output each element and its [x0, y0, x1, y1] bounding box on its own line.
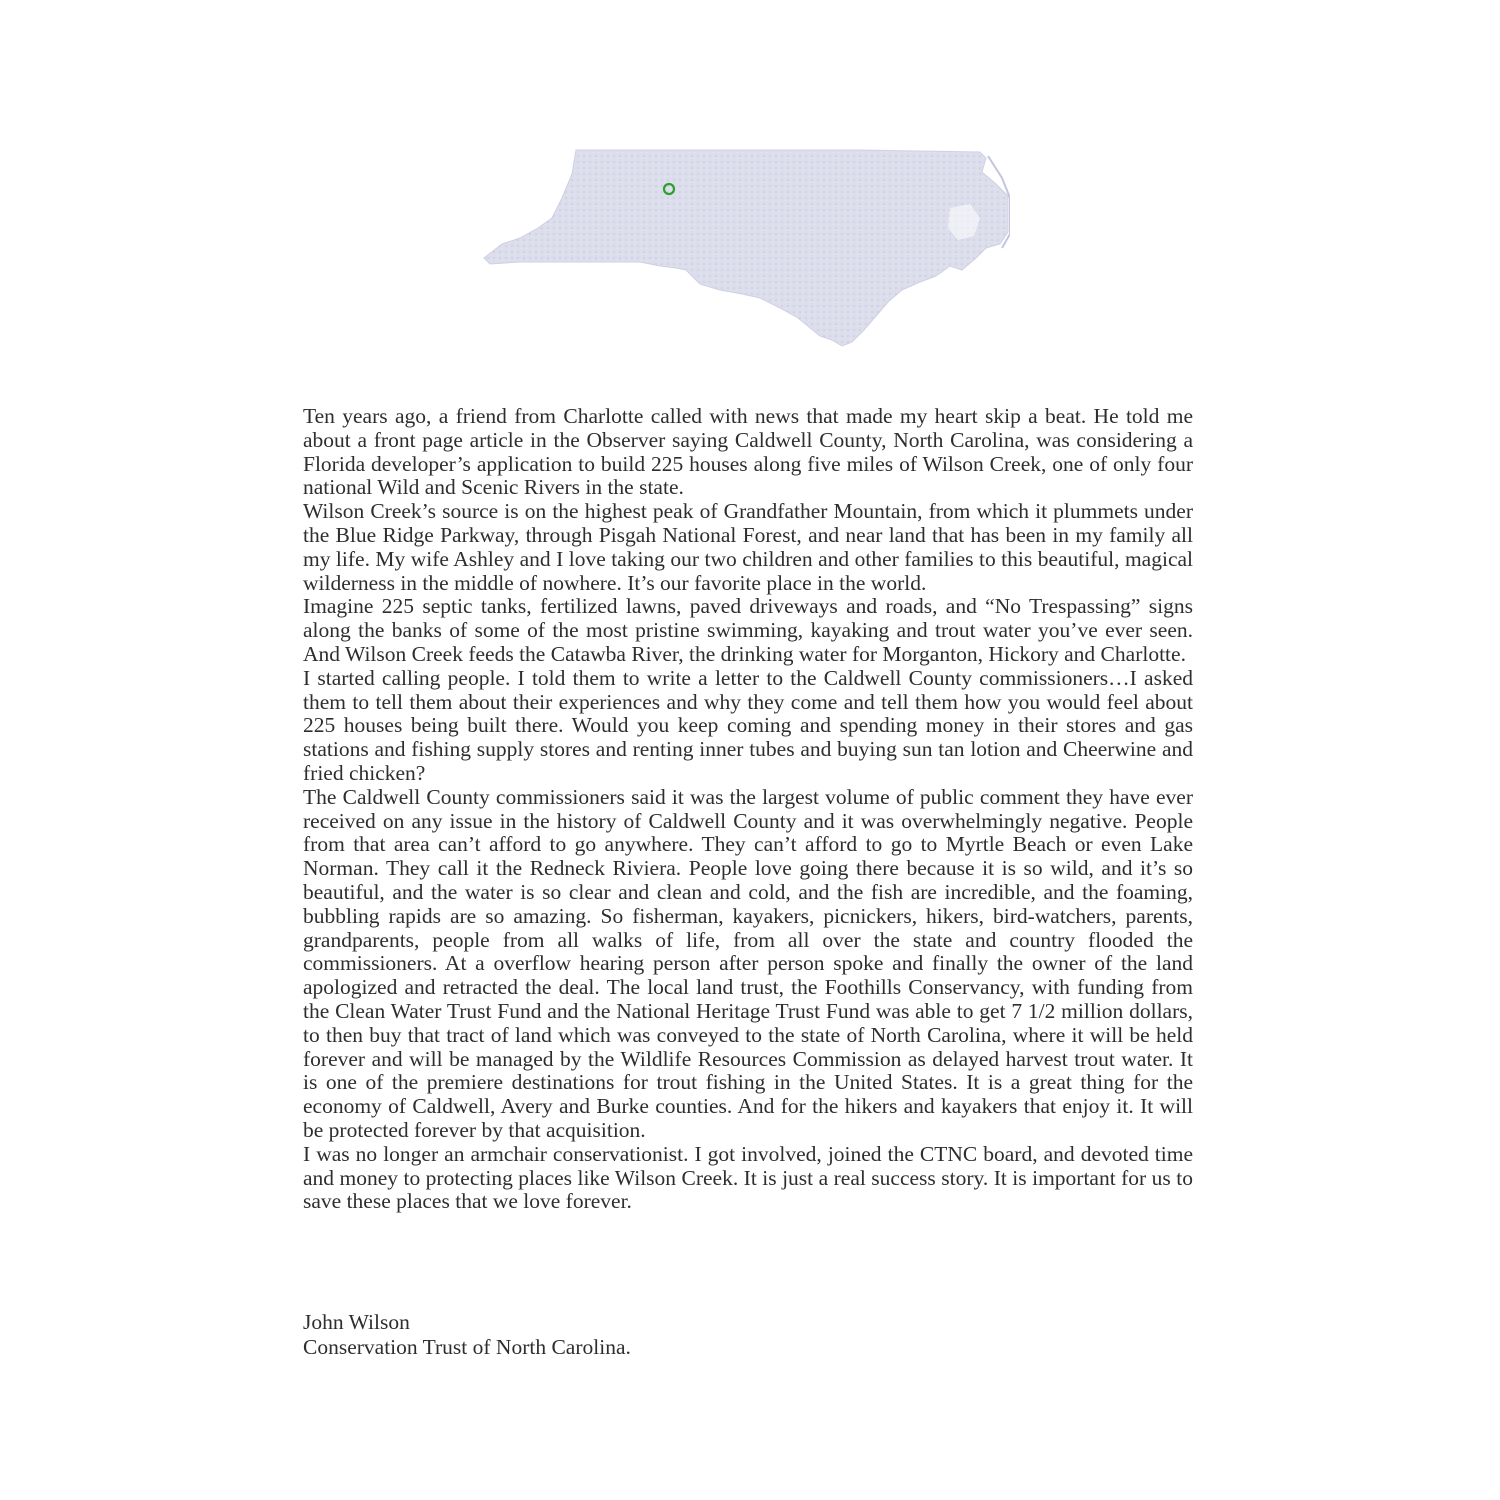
paragraph: I was no longer an armchair conservationist. I got involved, joined the CTNC board, and devoted time and money to protecting places like Wilson Creek. It is just a real success story. It is important for us to save these places that we love forever.	[303, 1141, 1193, 1214]
north-carolina-map	[480, 148, 1010, 348]
letter-body	[303, 405, 1193, 1214]
state-map-svg	[480, 148, 1010, 348]
author-name: John Wilson	[303, 1310, 410, 1334]
paragraph: I started calling people. I told them to write a letter to the Caldwell County commissioners…I asked them to tell them about their experiences and why they come and tell them how you would feel about 225 houses being built there. Would you keep coming and spending money in their stores and gas stations and fishing supply stores and renting inner tubes and buying sun tan lotion and Cheerwine and fried chicken?	[303, 665, 1193, 785]
state-outline	[484, 150, 1008, 346]
paragraph: Wilson Creek’s source is on the highest peak of Grandfather Mountain, from which it plummets under the Blue Ridge Parkway, through Pisgah National Forest, and near land that has been in my family all my life. My wife Ashley and I love taking our two children and other families to this beautiful, magical wilderness in the middle of nowhere. It’s our favorite place in the world.	[303, 499, 1193, 595]
author-organization: Conservation Trust of North Carolina.	[303, 1335, 631, 1359]
paragraph: Imagine 225 septic tanks, fertilized lawns, paved driveways and roads, and “No Trespassing” signs along the banks of some of the most pristine swimming, kayaking and trout water you’ve ever seen. And Wilson Creek feeds the Catawba River, the drinking water for Morganton, Hickory and Charlotte.	[303, 594, 1193, 666]
paragraph: The Caldwell County commissioners said it was the largest volume of public comment they have ever received on any issue in the history of Caldwell County and it was overwhelmingly negative. People from that area can’t afford to go anywhere. They can’t afford to go to Myrtle Beach or even Lake Norman. They call it the Redneck Riviera. People love going there because it is so wild, and it’s so beautiful, and the water is so clear and clean and cold, and the fish are incredible, and the foaming, bubbling rapids are so amazing. So fisherman, kayakers, picnickers, hikers, bird-watchers, parents, grandparents, people from all walks of life, from all over the state and country flooded the commissioners. At a overflow hearing person after person spoke and finally the owner of the land apologized and retracted the deal. The local land trust, the Foothills Conservancy, with funding from the Clean Water Trust Fund and the National Heritage Trust Fund was able to get 7 1/2 million dollars, to then buy that tract of land which was conveyed to the state of North Carolina, where it will be held forever and will be managed by the Wildlife Resources Commission as delayed harvest trout water. It is one of the premiere destinations for trout fishing in the United States. It is a great thing for the economy of Caldwell, Avery and Burke counties. And for the hikers and kayakers that enjoy it. It will be protected forever by that acquisition.	[303, 784, 1193, 1142]
signature-block	[303, 1310, 1193, 1360]
paragraph: Ten years ago, a friend from Charlotte called with news that made my heart skip a beat. He told me about a front page article in the Observer saying Caldwell County, North Carolina, was considering a Florida developer’s application to build 225 houses along five miles of Wilson Creek, one of only four national Wild and Scenic Rivers in the state.	[303, 404, 1193, 500]
